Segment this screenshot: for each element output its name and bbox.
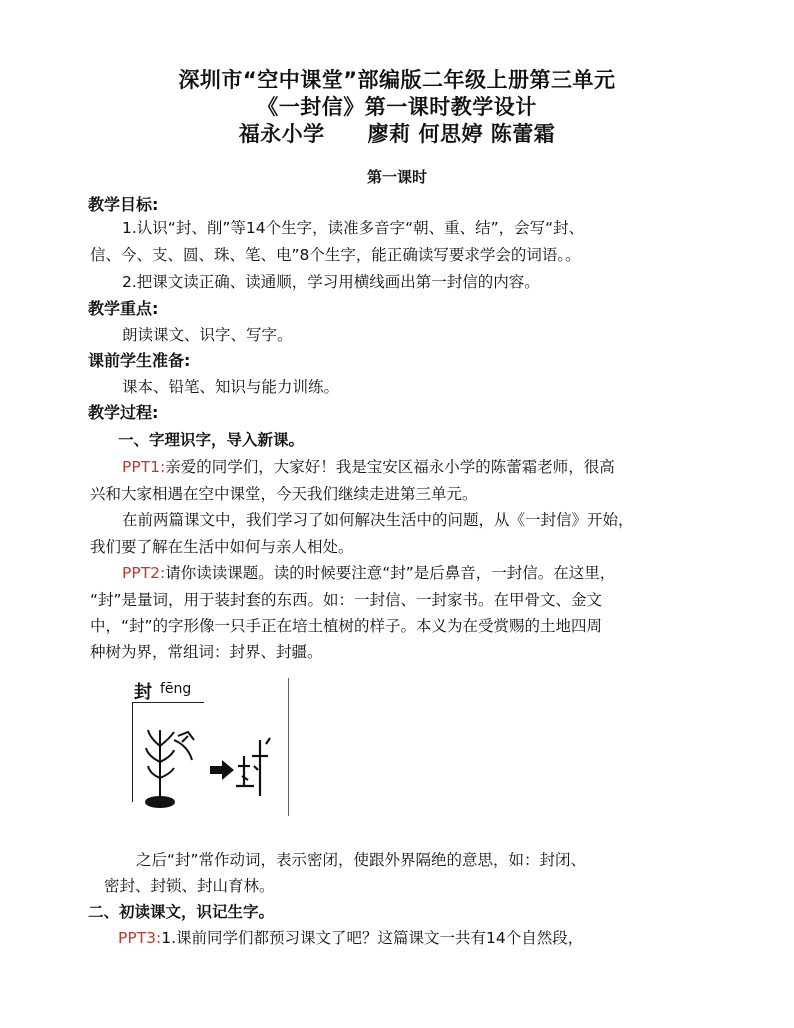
ppt1-line2: 兴和大家相遇在空中课堂，今天我们继续走进第三单元。: [90, 485, 478, 503]
ppt2-line2: “封”是量词，用于装封套的东西。如：一封信、一封家书。在甲骨文、金文: [90, 591, 603, 609]
goals-item1-line2: 信、今、支、圆、珠、笔、电”8个生字，能正确读写要求学会的词语。。: [90, 246, 581, 264]
figure-border-right: [288, 678, 289, 816]
character-evolution-figure: [124, 672, 294, 822]
focus-heading: 教学重点:: [88, 299, 159, 318]
figure-rule-vertical: [132, 702, 133, 802]
ppt2-label: PPT2:: [122, 564, 166, 582]
doc-title-line2: 《一封信》第一课时教学设计: [257, 95, 537, 119]
ppt3-label: PPT3:: [118, 929, 162, 947]
section1-heading: 一、字理识字，导入新课。: [118, 431, 305, 449]
section2-heading: 二、初读课文，识记生字。: [88, 903, 275, 921]
goals-item2: 2.把课文读正确、读通顺，学习用横线画出第一封信的内容。: [122, 273, 540, 291]
arrow-right-icon: [210, 760, 234, 780]
goals-item1-line1: 1.认识“封、削”等14个生字，读准多音字“朝、重、结”，会写“封、: [122, 219, 585, 237]
lesson-label: 第一课时: [366, 168, 427, 186]
oracle-script-illustration: [138, 716, 278, 812]
focus-text: 朗读课文、识字、写字。: [122, 326, 293, 344]
doc-title-line3: 福永小学 廖莉 何思婷 陈蕾霜: [238, 122, 556, 146]
after-line2: 密封、封锁、封山育林。: [104, 877, 275, 895]
ancient-glyph-icon: [146, 730, 194, 807]
ppt1-text: 亲爱的同学们，大家好！我是宝安区福永小学的陈蕾霜老师，很高: [165, 458, 615, 476]
after-line1: 之后“封”常作动词，表示密闭，使跟外界隔绝的意思，如：封闭、: [136, 851, 587, 869]
ppt2-line3: 中，“封”的字形像一只手正在培土植树的样子。本义为在受赏赐的土地四周: [90, 617, 603, 635]
figure-rule-horizontal: [132, 702, 204, 703]
goals-heading: 教学目标:: [88, 195, 159, 214]
para-line2: 我们要了解在生活中如何与亲人相处。: [90, 538, 354, 556]
figure-character: 封: [134, 682, 152, 703]
prep-heading: 课前学生准备:: [88, 351, 191, 370]
ppt3-line1: [118, 926, 583, 948]
process-heading: 教学过程:: [88, 403, 159, 422]
ppt2-line4: 种树为界，常组词：封界、封疆。: [90, 643, 323, 661]
figure-pinyin: fēng: [160, 681, 192, 697]
para-line1: 在前两篇课文中，我们学习了如何解决生活中的问题，从《一封信》开始，: [122, 511, 634, 529]
doc-title-line1: 深圳市“空中课堂”部编版二年级上册第三单元: [178, 68, 616, 92]
later-glyph-icon: [236, 738, 270, 796]
ppt3-text: 1.课前同学们都预习课文了吧？这篇课文一共有14个自然段，: [161, 929, 584, 947]
ppt1-label: PPT1:: [122, 458, 166, 476]
prep-text: 课本、铅笔、知识与能力训练。: [122, 378, 340, 396]
ppt2-text: 请你读读课题。读的时候要注意“封”是后鼻音，一封信。在这里，: [165, 564, 616, 582]
ppt1-line1: [122, 455, 615, 477]
ppt2-line1: [122, 561, 615, 583]
